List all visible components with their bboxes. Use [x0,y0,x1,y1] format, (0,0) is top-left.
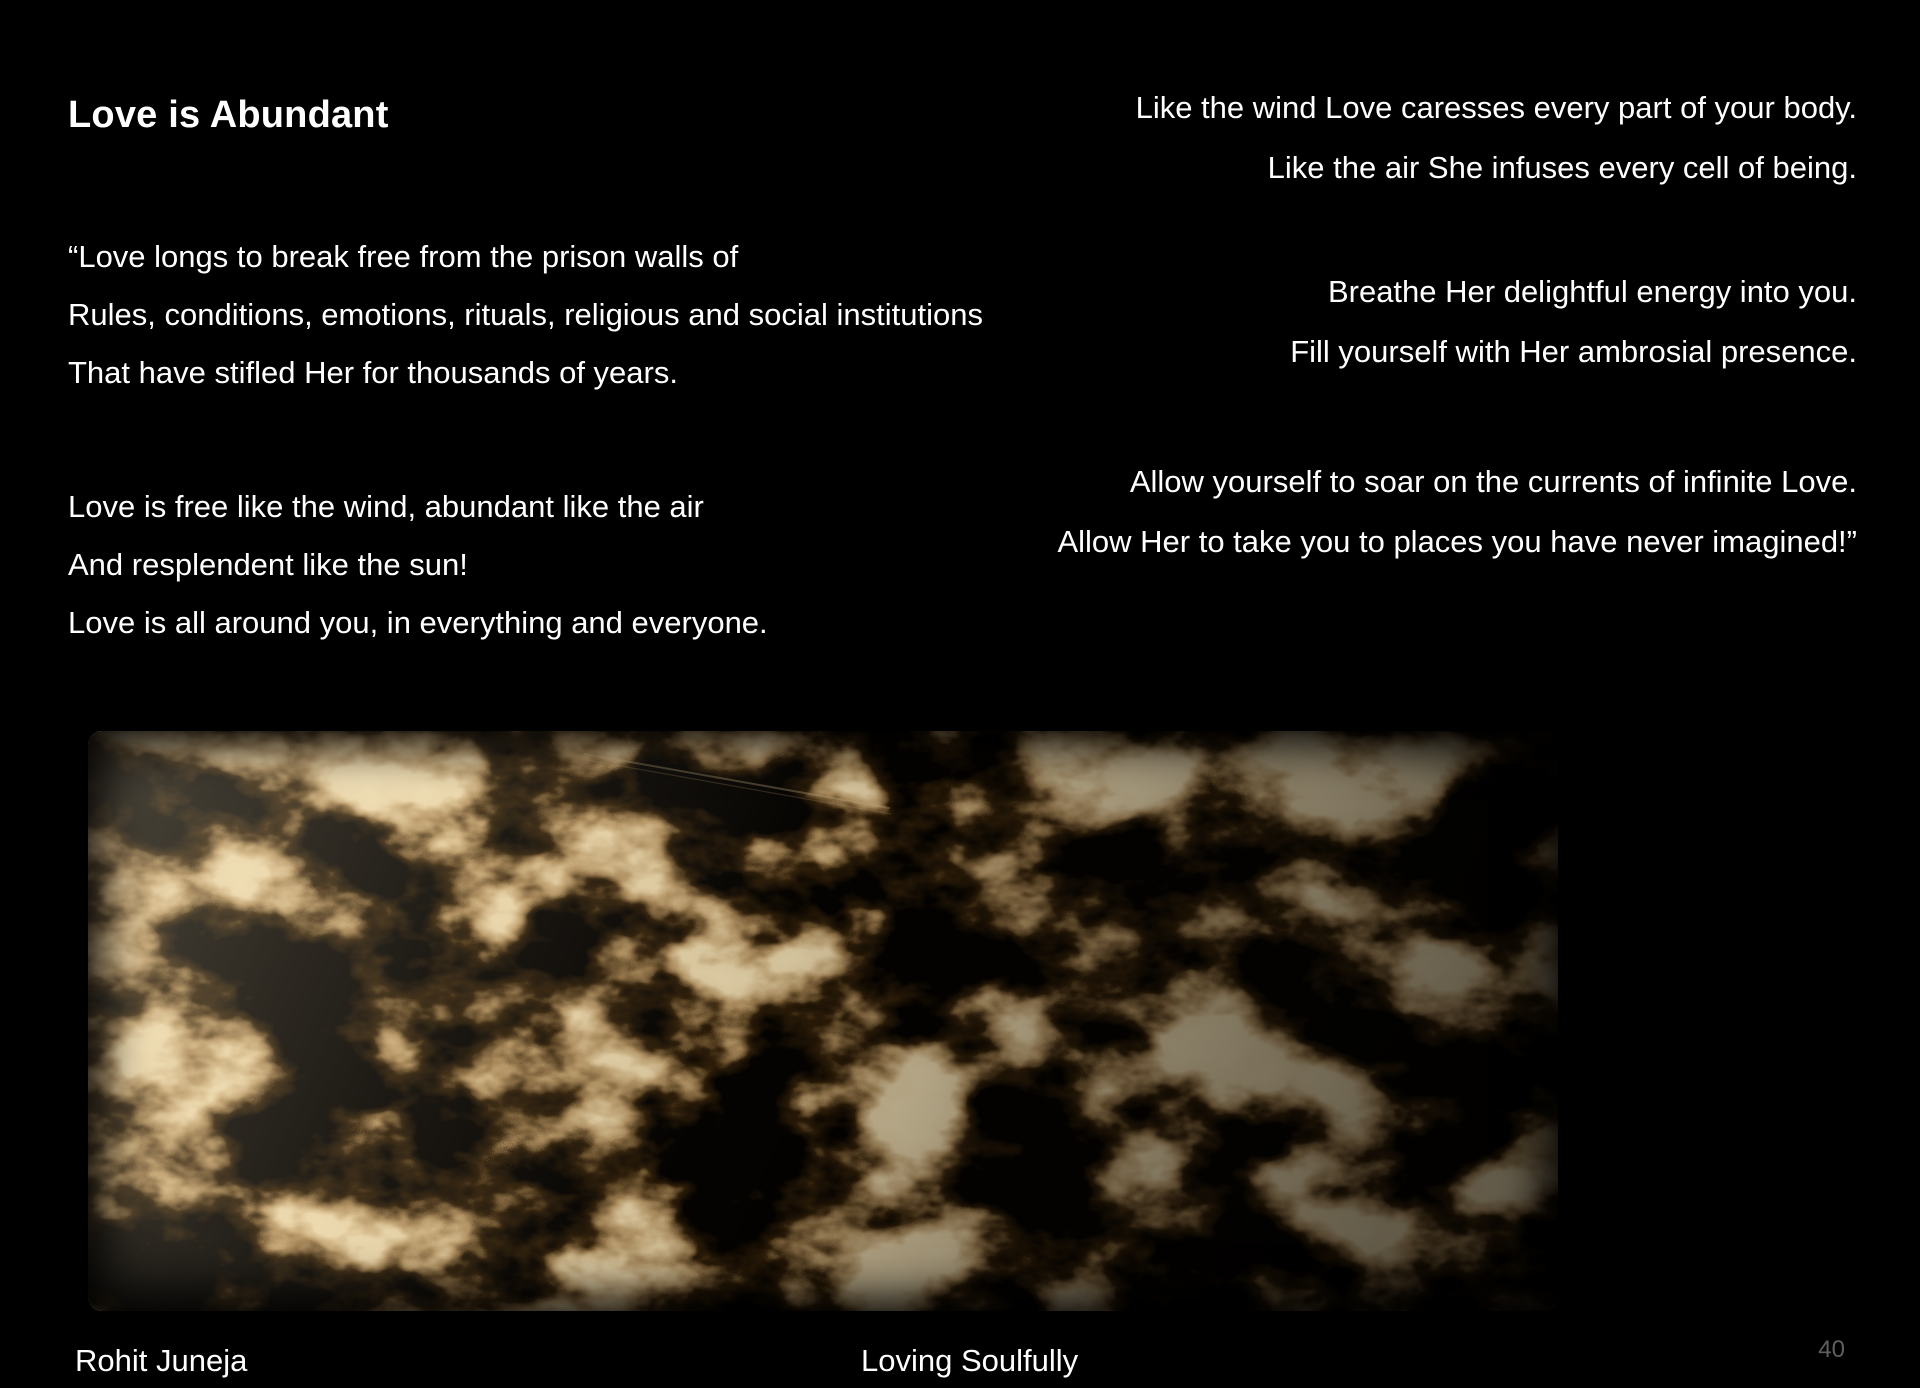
poem-line: Love is free like the wind, abundant like the air [68,489,704,524]
poem-line: Love is all around you, in everything and everyone. [68,605,768,640]
photo-vignette [88,731,1558,1311]
poem-line: And resplendent like the sun! [68,547,468,582]
clouds-texture [88,731,1558,1311]
poem-line: Fill yourself with Her ambrosial presence. [1290,334,1857,369]
page-title: Love is Abundant [68,94,389,136]
poem-line: Breathe Her delightful energy into you. [1327,274,1857,309]
poem-line: “Love longs to break free from the prison walls of [68,239,739,274]
right-stanza-1 [1136,78,1857,198]
poem-line: Rules, conditions, emotions, rituals, religious and social institutions [68,297,983,332]
footer-author: Rohit Juneja [75,1343,248,1378]
poem-line: Allow yourself to soar on the currents of infinite Love. [1129,464,1857,499]
clouds-photo [88,731,1558,1311]
poem-line: Like the wind Love caresses every part of your body. [1135,90,1857,125]
footer-book-title: Loving Soulfully [861,1343,1079,1378]
poem-line: Allow Her to take you to places you have never imagined!” [1057,524,1857,559]
right-stanza-2 [1290,262,1857,382]
right-stanza-3 [1057,452,1857,572]
footer-page-number: 40 [1818,1336,1845,1363]
poem-line: Like the air She infuses every cell of being. [1267,150,1857,185]
left-stanza-1 [68,228,983,402]
poem-line: That have stifled Her for thousands of years. [68,355,678,390]
left-stanza-2 [68,478,768,652]
